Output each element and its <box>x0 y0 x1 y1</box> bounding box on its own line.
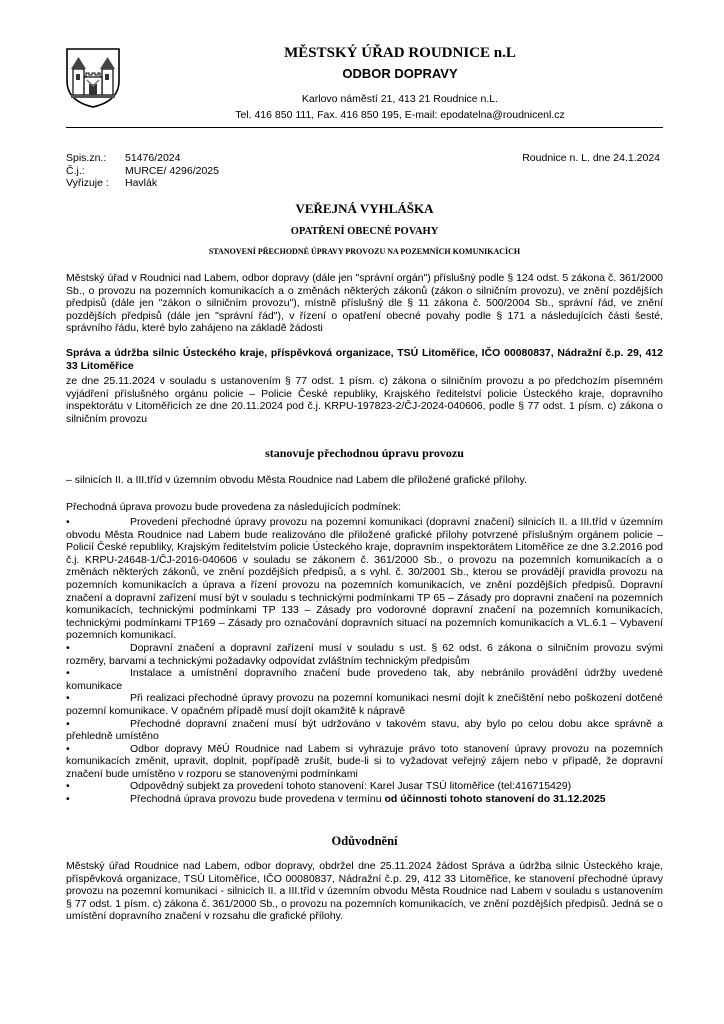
cj-value: MURCE/ 4296/2025 <box>125 164 219 177</box>
document-subject: STANOVENÍ PŘECHODNÉ ÚPRAVY PROVOZU NA POZEMNÍCH KOMUNIKACÍCH <box>208 247 521 256</box>
bullet-icon: • <box>66 516 70 528</box>
bullet-icon: • <box>66 793 70 806</box>
list-item: • Při realizaci přechodné úpravy provozu na pozemní komunikaci nesmí dojít k znečištění nebo poškození dotčené pozemní komunikace. V opačném případě musí dojít okamžitě k nápravě <box>66 692 663 717</box>
list-item: • Dopravní značení a dopravní zařízení musí v souladu s ust. § 62 odst. 6 zákona o silničním provozu svými rozměry, barvami a technickými požadavky odpovídat zvláštním technickým předpisům <box>66 641 663 667</box>
bullet-icon: • <box>66 742 70 755</box>
reasoning-heading: Odůvodnění <box>331 834 398 848</box>
header-divider <box>66 127 663 128</box>
coat-of-arms-icon <box>65 47 121 109</box>
list-item: • Přechodné dopravní značení musí být udržováno v takovém stavu, aby bylo po celou dobu akce správně a přehledně umístěno <box>66 717 663 743</box>
request-paragraph: ze dne 25.11.2024 v souladu s ustanovením § 77 odst. 1 písm. c) zákona o silničním provozu a po předchozím písemném vyjádření příslušného orgánu policie – Policie České republiky, Krajského ředitelství policie Ústeckého kraje, dopravního inspektorátu v Litoměřicích ze dne 20.11.2024 pod č.j. KRPU-197823-2/ČJ-2024-040606, podle § 77 odst. 1 písm. c) zákona o silničním provozu <box>66 375 663 425</box>
office-name: MĚSTSKÝ ÚŘAD ROUDNICE n.L <box>284 45 516 61</box>
reasoning-paragraph: Městský úřad Roudnice nad Labem, odbor dopravy, obdržel dne 25.11.2024 žádost Správa a údržba silnic Ústeckého kraje, příspěvková organizace, TSÚ Litoměřice, IČO 00080837, Nádražní č.p. 29, 412 33 Litoměřice, ke stanovení přechodné úpravy provozu na pozemní komunikaci - silnicích II. a III.tříd v územním obvodu Města Roudnice nad Labem v souladu s ustanovením § 77 odst. 1 písm. c) zákona č. 361/2000 Sb., o provozu na pozemních komunikacích, ve znění pozdějších předpisů. Jedná se o umístění dopravního značení v rozsahu dle grafické přílohy. <box>66 860 663 923</box>
cj-label: Č.j.: <box>66 164 85 177</box>
applicant: Správa a údržba silnic Ústeckého kraje, příspěvková organizace, TSÚ Litoměřice, IČO 00080837, Nádražní č.p. 29, 412 33 Litoměřice <box>66 347 663 372</box>
intro-paragraph: Městský úřad v Roudnici nad Labem, odbor dopravy (dále jen "správní orgán") příslušný podle § 124 odst. 5 zákona č. 361/2000 Sb., o provozu na pozemních komunikacích a o změnách některých zákonů (zákon o silničním provozu), ve znění pozdějších předpisů (dále jen "zákon o silničním provozu"), místně příslušný dle § 11 zákona č. 500/2004 Sb., správní řád, ve znění pozdějších předpisů (dále jen "správní řád"), v řízení o opatření obecné povahy podle § 171 a následujících části šesté, správního řádu, které bylo zahájeno na základě žádosti <box>66 272 663 335</box>
bullet-icon: • <box>66 717 70 730</box>
list-item: • Instalace a umístnění dopravního značení bude provedeno tak, aby nebránilo provádění údržby uvedené komunikace <box>66 667 663 692</box>
document-title: VEŘEJNÁ VYHLÁŠKA <box>295 201 434 216</box>
bullet-icon: • <box>66 692 70 705</box>
department-name: ODBOR DOPRAVY <box>342 66 458 81</box>
term-text: Přechodná úprava provozu bude provedena v termínu <box>130 793 385 806</box>
conditions-intro: Přechodná úprava provozu bude provedena za následujících podmínek: <box>66 501 402 513</box>
bullet-icon: • <box>66 667 70 680</box>
conditions-list <box>66 516 663 806</box>
term-deadline: od účinnosti tohoto stanovení do 31.12.2025 <box>384 793 606 806</box>
bullet-icon: • <box>66 780 70 793</box>
spis-value: 51476/2024 <box>125 152 181 164</box>
office-address: Karlovo náměstí 21, 413 21 Roudnice n.L. <box>301 93 499 105</box>
spis-label: Spis.zn.: <box>66 152 107 164</box>
list-item: • Odbor dopravy MěÚ Roudnice nad Labem si vyhrazuje právo toto stanovení úpravy provozu na pozemních komunikacích změnit, upravit, doplnit, popřípadě zrušit, bude-li si to vyžadovat veřejný zájem nebo v případě, že dopravní značení bude umístěno v rozporu se stanovenými podmínkami <box>66 742 663 780</box>
vyrizuje-value: Havlák <box>125 177 158 190</box>
list-item: • Odpovědný subjekt za provedení tohoto stanovení: Karel Jusar TSÚ litoměřice (tel:416715429) <box>66 780 572 793</box>
file-metadata <box>66 152 219 190</box>
office-contact: Tel. 416 850 111, Fax. 416 850 195, E-mail: epodatelna@roudnicenl.cz <box>235 109 565 121</box>
list-item <box>66 793 663 806</box>
list-item: • Provedení přechodné úpravy provozu na pozemní komunikaci (dopravní značení) silnicích II. a III.tříd v územním obvodu Města Roudnice nad Labem bude realizováno dle přiložené grafické přílohy potvrzené příslušným orgánem policie – Policií České republiky, Krajským ředitelstvím policie Ústeckého kraje, dopravním inspektorátem Litoměřice ze dne 3.2.2016 pod č.j. KRPU-24648-1/ČJ-2016-040606 v souladu se zákonem č. 361/2000 Sb., o provozu na pozemních komunikacích a o změnách některých zákonů, ve znění pozdějších předpisů, a s vyhl. č. 30/2001 Sb., kterou se provádějí pravidla provozu na pozemních komunikacích a úprava a řízení provozu na pozemních komunikacích, ve znění pozdějších předpisů. Dopravní značení a dopravní zařízení musí být v souladu s technickými podmínkami TP 65 – Zásady pro dopravní značení na pozemních komunikacích, technickými podmínkami TP 133 – Zásady pro vodorovné dopravní značení na pozemních komunikacích, technickými podmínkami TP169 – Zásady pro označování dopravních situací na pozemních komunikacích a VL.6.1 – Vybavení pozemních komunikací. <box>66 516 663 642</box>
scope-paragraph: – silnicích II. a III.tříd v územním obvodu Města Roudnice nad Labem dle přiložené grafické přílohy. <box>66 474 527 486</box>
document-subtitle: OPATŘENÍ OBECNÉ POVAHY <box>290 226 439 237</box>
place-date: Roudnice n. L. dne 24.1.2024 <box>522 152 660 164</box>
vyrizuje-label: Vyřizuje : <box>66 177 109 190</box>
bullet-icon: • <box>66 641 70 654</box>
decision-heading: stanovuje přechodnou úpravu provozu <box>265 446 464 460</box>
